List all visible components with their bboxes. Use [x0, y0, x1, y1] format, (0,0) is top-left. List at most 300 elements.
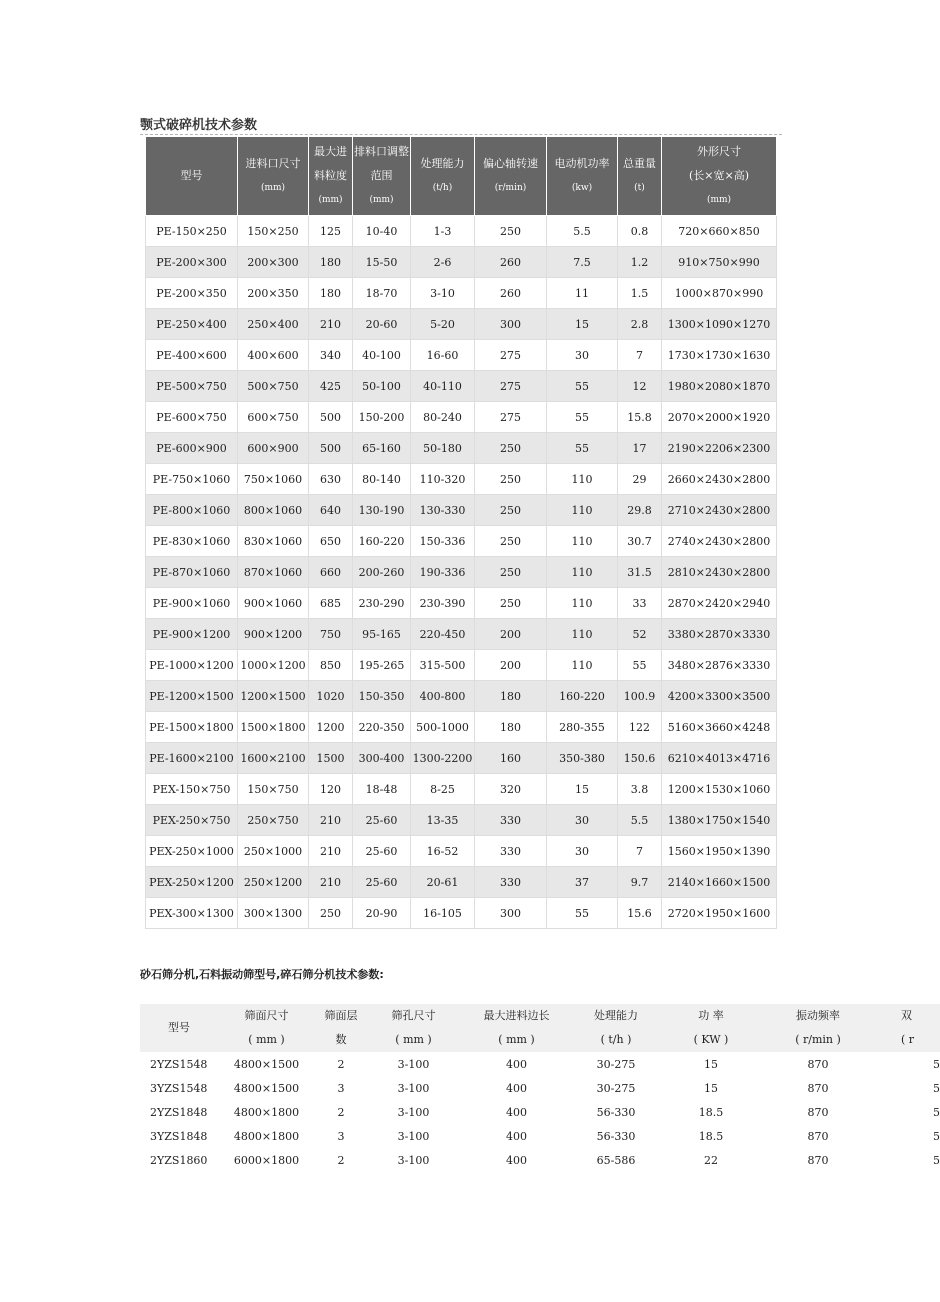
- table-cell: 200: [475, 619, 547, 650]
- table-cell: 29: [618, 464, 662, 495]
- table-cell: 400: [460, 1100, 573, 1124]
- table-cell: 5: [873, 1100, 940, 1124]
- table-cell: 300: [475, 898, 547, 929]
- table-cell: 250: [475, 588, 547, 619]
- jaw-table-row: [146, 371, 777, 402]
- table-cell: 110: [547, 557, 618, 588]
- jaw-header-max-feed: 最大进料粒度 (mm): [309, 137, 353, 216]
- table-cell: 15-50: [353, 247, 411, 278]
- table-cell: 275: [475, 371, 547, 402]
- table-cell: PE-200×350: [146, 278, 238, 309]
- table-cell: 31.5: [618, 557, 662, 588]
- table-cell: 600×750: [238, 402, 309, 433]
- table-cell: 2YZS1548: [140, 1052, 218, 1076]
- table-cell: 1730×1730×1630: [662, 340, 777, 371]
- table-cell: 2: [315, 1100, 367, 1124]
- table-cell: 30: [547, 805, 618, 836]
- screen-title: 砂石筛分机,石料振动筛型号,碎石筛分机技术参数:: [140, 968, 384, 981]
- jaw-table-row: [146, 464, 777, 495]
- table-cell: 900×1200: [238, 619, 309, 650]
- table-cell: 750×1060: [238, 464, 309, 495]
- table-cell: 16-60: [411, 340, 475, 371]
- table-cell: 750: [309, 619, 353, 650]
- table-cell: 56-330: [573, 1100, 659, 1124]
- jaw-table-row: [146, 557, 777, 588]
- jaw-header-row: [146, 137, 777, 216]
- table-cell: 3: [315, 1076, 367, 1100]
- table-cell: 200-260: [353, 557, 411, 588]
- table-cell: 180: [309, 247, 353, 278]
- table-cell: 150-200: [353, 402, 411, 433]
- jaw-table-row: [146, 619, 777, 650]
- table-cell: 5.5: [618, 805, 662, 836]
- table-cell: 55: [618, 650, 662, 681]
- screen-header-mesh-size: 筛孔尺寸 ( mm ): [367, 1004, 460, 1052]
- table-cell: 160: [475, 743, 547, 774]
- table-cell: 5-20: [411, 309, 475, 340]
- table-cell: PE-750×1060: [146, 464, 238, 495]
- screen-header-model: 型号: [140, 1004, 218, 1052]
- table-cell: 1020: [309, 681, 353, 712]
- table-cell: 25-60: [353, 805, 411, 836]
- screen-table-row: [140, 1076, 940, 1100]
- jaw-table-row: [146, 712, 777, 743]
- table-cell: 16-105: [411, 898, 475, 929]
- table-cell: 3: [315, 1124, 367, 1148]
- table-cell: 18-48: [353, 774, 411, 805]
- table-cell: 2: [315, 1052, 367, 1076]
- table-cell: 180: [475, 681, 547, 712]
- table-cell: 30: [547, 836, 618, 867]
- table-cell: 800×1060: [238, 495, 309, 526]
- table-cell: 50-100: [353, 371, 411, 402]
- table-cell: 6000×1800: [218, 1148, 315, 1172]
- jaw-header-model: 型号: [146, 137, 238, 216]
- table-cell: PE-870×1060: [146, 557, 238, 588]
- table-cell: PEX-250×1000: [146, 836, 238, 867]
- table-cell: 8-25: [411, 774, 475, 805]
- table-cell: 250×750: [238, 805, 309, 836]
- table-cell: 1300×1090×1270: [662, 309, 777, 340]
- table-cell: 15.6: [618, 898, 662, 929]
- jaw-table-row: [146, 805, 777, 836]
- table-cell: 110-320: [411, 464, 475, 495]
- table-cell: 250: [475, 433, 547, 464]
- screen-table-row: [140, 1100, 940, 1124]
- table-cell: 33: [618, 588, 662, 619]
- table-cell: 1500: [309, 743, 353, 774]
- table-cell: 3-100: [367, 1052, 460, 1076]
- table-cell: 870: [763, 1124, 873, 1148]
- table-cell: 200×350: [238, 278, 309, 309]
- table-cell: 80-240: [411, 402, 475, 433]
- table-cell: 685: [309, 588, 353, 619]
- table-cell: PEX-250×750: [146, 805, 238, 836]
- table-cell: 40-110: [411, 371, 475, 402]
- table-cell: 830×1060: [238, 526, 309, 557]
- jaw-crusher-title: 颚式破碎机技术参数: [140, 118, 258, 133]
- table-cell: 190-336: [411, 557, 475, 588]
- table-cell: 2710×2430×2800: [662, 495, 777, 526]
- table-cell: 7.5: [547, 247, 618, 278]
- table-cell: PE-900×1060: [146, 588, 238, 619]
- table-cell: 2YZS1860: [140, 1148, 218, 1172]
- table-cell: 660: [309, 557, 353, 588]
- screen-header-deck-layers: 筛面层 数: [315, 1004, 367, 1052]
- table-cell: 2140×1660×1500: [662, 867, 777, 898]
- table-cell: 400: [460, 1148, 573, 1172]
- table-cell: 1200×1530×1060: [662, 774, 777, 805]
- table-cell: PE-1500×1800: [146, 712, 238, 743]
- table-cell: PEX-150×750: [146, 774, 238, 805]
- jaw-table-row: [146, 433, 777, 464]
- table-cell: 110: [547, 650, 618, 681]
- table-cell: 1500×1800: [238, 712, 309, 743]
- table-cell: 1000×1200: [238, 650, 309, 681]
- screen-table-row: [140, 1124, 940, 1148]
- screen-header-max-feed: 最大进料边长 ( mm ): [460, 1004, 573, 1052]
- table-cell: 1980×2080×1870: [662, 371, 777, 402]
- jaw-table-row: [146, 278, 777, 309]
- table-cell: 5160×3660×4248: [662, 712, 777, 743]
- table-cell: 0.8: [618, 216, 662, 247]
- screen-header-power: 功 率 ( KW ): [659, 1004, 763, 1052]
- table-cell: 250: [475, 526, 547, 557]
- table-cell: PE-400×600: [146, 340, 238, 371]
- table-cell: 160-220: [547, 681, 618, 712]
- table-cell: 2-6: [411, 247, 475, 278]
- table-cell: 250: [309, 898, 353, 929]
- table-cell: 230-290: [353, 588, 411, 619]
- jaw-header-capacity: 处理能力 (t/h): [411, 137, 475, 216]
- table-cell: 870: [763, 1148, 873, 1172]
- table-cell: 30: [547, 340, 618, 371]
- table-cell: 5: [873, 1148, 940, 1172]
- jaw-header-feed-size: 进料口尺寸 (mm): [238, 137, 309, 216]
- table-cell: PE-600×900: [146, 433, 238, 464]
- table-cell: 3-100: [367, 1124, 460, 1148]
- table-cell: 2190×2206×2300: [662, 433, 777, 464]
- table-cell: 95-165: [353, 619, 411, 650]
- table-cell: 630: [309, 464, 353, 495]
- table-cell: PE-1200×1500: [146, 681, 238, 712]
- table-cell: 400-800: [411, 681, 475, 712]
- table-cell: 9.7: [618, 867, 662, 898]
- jaw-table-row: [146, 526, 777, 557]
- table-cell: 870: [763, 1100, 873, 1124]
- table-cell: 900×1060: [238, 588, 309, 619]
- table-cell: 300×1300: [238, 898, 309, 929]
- table-cell: 100.9: [618, 681, 662, 712]
- table-cell: 250×1200: [238, 867, 309, 898]
- table-cell: 250: [475, 464, 547, 495]
- table-cell: 65-586: [573, 1148, 659, 1172]
- table-cell: 330: [475, 805, 547, 836]
- jaw-header-discharge-range: 排料口调整范围 (mm): [353, 137, 411, 216]
- table-cell: 110: [547, 464, 618, 495]
- jaw-table-row: [146, 309, 777, 340]
- table-cell: PEX-300×1300: [146, 898, 238, 929]
- table-cell: 125: [309, 216, 353, 247]
- table-cell: 40-100: [353, 340, 411, 371]
- jaw-crusher-table: [145, 136, 777, 929]
- table-cell: 210: [309, 836, 353, 867]
- table-cell: 260: [475, 247, 547, 278]
- table-cell: 56-330: [573, 1124, 659, 1148]
- table-cell: 1600×2100: [238, 743, 309, 774]
- table-cell: 4800×1500: [218, 1076, 315, 1100]
- jaw-table-row: [146, 681, 777, 712]
- jaw-table-row: [146, 588, 777, 619]
- table-cell: 150-350: [353, 681, 411, 712]
- table-cell: 870×1060: [238, 557, 309, 588]
- table-cell: 55: [547, 402, 618, 433]
- jaw-header-weight: 总重量 (t): [618, 137, 662, 216]
- table-cell: 110: [547, 588, 618, 619]
- table-cell: 150.6: [618, 743, 662, 774]
- table-cell: PE-200×300: [146, 247, 238, 278]
- table-cell: 195-265: [353, 650, 411, 681]
- table-cell: 15: [547, 309, 618, 340]
- title-divider: [140, 134, 782, 135]
- table-cell: 20-90: [353, 898, 411, 929]
- table-cell: 1.5: [618, 278, 662, 309]
- table-cell: 650: [309, 526, 353, 557]
- table-cell: 3-100: [367, 1148, 460, 1172]
- table-cell: 150×750: [238, 774, 309, 805]
- table-cell: 3YZS1848: [140, 1124, 218, 1148]
- table-cell: 220-350: [353, 712, 411, 743]
- table-cell: 2YZS1848: [140, 1100, 218, 1124]
- table-cell: PE-1000×1200: [146, 650, 238, 681]
- jaw-table-row: [146, 247, 777, 278]
- jaw-header-motor-power: 电动机功率 (kw): [547, 137, 618, 216]
- table-cell: 275: [475, 402, 547, 433]
- jaw-table-row: [146, 836, 777, 867]
- table-cell: 29.8: [618, 495, 662, 526]
- table-cell: 3480×2876×3330: [662, 650, 777, 681]
- table-cell: 160-220: [353, 526, 411, 557]
- jaw-table-row: [146, 867, 777, 898]
- screen-table-row: [140, 1052, 940, 1076]
- table-cell: 1560×1950×1390: [662, 836, 777, 867]
- table-cell: 500: [309, 433, 353, 464]
- table-cell: 5.5: [547, 216, 618, 247]
- table-cell: 210: [309, 805, 353, 836]
- jaw-table-row: [146, 216, 777, 247]
- screen-header-double-amplitude: 双 ( r: [873, 1004, 940, 1052]
- table-cell: 130-190: [353, 495, 411, 526]
- table-cell: PE-800×1060: [146, 495, 238, 526]
- table-cell: 55: [547, 371, 618, 402]
- table-cell: 230-390: [411, 588, 475, 619]
- table-cell: 2: [315, 1148, 367, 1172]
- table-cell: 350-380: [547, 743, 618, 774]
- table-cell: 330: [475, 836, 547, 867]
- table-cell: 315-500: [411, 650, 475, 681]
- screen-header-capacity: 处理能力 ( t/h ): [573, 1004, 659, 1052]
- table-cell: 250: [475, 216, 547, 247]
- table-cell: 4800×1800: [218, 1100, 315, 1124]
- table-cell: 130-330: [411, 495, 475, 526]
- table-cell: 2720×1950×1600: [662, 898, 777, 929]
- screen-header-deck-size: 筛面尺寸 ( mm ): [218, 1004, 315, 1052]
- table-cell: 10-40: [353, 216, 411, 247]
- table-cell: 52: [618, 619, 662, 650]
- table-cell: 180: [475, 712, 547, 743]
- table-cell: 870: [763, 1052, 873, 1076]
- table-cell: 850: [309, 650, 353, 681]
- table-cell: 210: [309, 867, 353, 898]
- table-cell: 220-450: [411, 619, 475, 650]
- table-cell: PEX-250×1200: [146, 867, 238, 898]
- table-cell: 13-35: [411, 805, 475, 836]
- table-cell: 3-100: [367, 1100, 460, 1124]
- table-cell: 18.5: [659, 1100, 763, 1124]
- table-cell: 260: [475, 278, 547, 309]
- table-cell: 720×660×850: [662, 216, 777, 247]
- table-cell: PE-1600×2100: [146, 743, 238, 774]
- jaw-table-row: [146, 898, 777, 929]
- table-cell: 4800×1500: [218, 1052, 315, 1076]
- table-cell: 20-61: [411, 867, 475, 898]
- table-cell: 425: [309, 371, 353, 402]
- table-cell: PE-600×750: [146, 402, 238, 433]
- table-cell: 6210×4013×4716: [662, 743, 777, 774]
- table-cell: PE-500×750: [146, 371, 238, 402]
- table-cell: 275: [475, 340, 547, 371]
- table-cell: 340: [309, 340, 353, 371]
- screen-table-row: [140, 1148, 940, 1172]
- table-cell: 1.2: [618, 247, 662, 278]
- table-cell: 110: [547, 495, 618, 526]
- table-cell: 16-52: [411, 836, 475, 867]
- table-cell: 2870×2420×2940: [662, 588, 777, 619]
- table-cell: 17: [618, 433, 662, 464]
- jaw-table-row: [146, 774, 777, 805]
- screen-header-row: [140, 1004, 940, 1052]
- screen-header-frequency: 振动频率 ( r/min ): [763, 1004, 873, 1052]
- table-cell: 2810×2430×2800: [662, 557, 777, 588]
- table-cell: 22: [659, 1148, 763, 1172]
- jaw-table-row: [146, 743, 777, 774]
- table-cell: 640: [309, 495, 353, 526]
- table-cell: PE-150×250: [146, 216, 238, 247]
- table-cell: 55: [547, 898, 618, 929]
- table-cell: 250×400: [238, 309, 309, 340]
- table-cell: 500×750: [238, 371, 309, 402]
- table-cell: 5: [873, 1076, 940, 1100]
- table-cell: 120: [309, 774, 353, 805]
- table-cell: 3-10: [411, 278, 475, 309]
- table-cell: 7: [618, 340, 662, 371]
- table-cell: PE-250×400: [146, 309, 238, 340]
- table-cell: 200: [475, 650, 547, 681]
- table-cell: 400: [460, 1124, 573, 1148]
- table-cell: 2.8: [618, 309, 662, 340]
- table-cell: PE-900×1200: [146, 619, 238, 650]
- table-cell: 280-355: [547, 712, 618, 743]
- table-cell: 300: [475, 309, 547, 340]
- table-cell: 180: [309, 278, 353, 309]
- table-cell: 20-60: [353, 309, 411, 340]
- table-cell: 11: [547, 278, 618, 309]
- table-cell: 3.8: [618, 774, 662, 805]
- table-cell: 18-70: [353, 278, 411, 309]
- table-cell: 4800×1800: [218, 1124, 315, 1148]
- table-cell: 210: [309, 309, 353, 340]
- table-cell: 110: [547, 526, 618, 557]
- table-cell: 3-100: [367, 1076, 460, 1100]
- table-cell: 7: [618, 836, 662, 867]
- table-cell: 15: [547, 774, 618, 805]
- table-cell: 150×250: [238, 216, 309, 247]
- table-cell: 18.5: [659, 1124, 763, 1148]
- table-cell: 30-275: [573, 1076, 659, 1100]
- table-cell: 5: [873, 1124, 940, 1148]
- table-cell: 5: [873, 1052, 940, 1076]
- table-cell: 3YZS1548: [140, 1076, 218, 1100]
- table-cell: 250×1000: [238, 836, 309, 867]
- table-cell: 50-180: [411, 433, 475, 464]
- table-cell: 400: [460, 1052, 573, 1076]
- table-cell: 320: [475, 774, 547, 805]
- table-cell: 37: [547, 867, 618, 898]
- table-cell: 15: [659, 1052, 763, 1076]
- table-cell: 65-160: [353, 433, 411, 464]
- table-cell: 300-400: [353, 743, 411, 774]
- jaw-header-shaft-speed: 偏心轴转速 (r/min): [475, 137, 547, 216]
- table-cell: 25-60: [353, 867, 411, 898]
- table-cell: 400: [460, 1076, 573, 1100]
- table-cell: 150-336: [411, 526, 475, 557]
- table-cell: 12: [618, 371, 662, 402]
- table-cell: 2740×2430×2800: [662, 526, 777, 557]
- table-cell: 400×600: [238, 340, 309, 371]
- screen-table: [140, 1004, 940, 1172]
- table-cell: 55: [547, 433, 618, 464]
- table-cell: 1200: [309, 712, 353, 743]
- table-cell: 250: [475, 557, 547, 588]
- table-cell: 15.8: [618, 402, 662, 433]
- table-cell: 1000×870×990: [662, 278, 777, 309]
- table-cell: 30.7: [618, 526, 662, 557]
- table-cell: 30-275: [573, 1052, 659, 1076]
- table-cell: 80-140: [353, 464, 411, 495]
- table-cell: 1300-2200: [411, 743, 475, 774]
- table-cell: 1-3: [411, 216, 475, 247]
- table-cell: 2070×2000×1920: [662, 402, 777, 433]
- table-cell: 3380×2870×3330: [662, 619, 777, 650]
- table-cell: 1380×1750×1540: [662, 805, 777, 836]
- table-cell: 122: [618, 712, 662, 743]
- table-cell: 250: [475, 495, 547, 526]
- table-cell: 330: [475, 867, 547, 898]
- table-cell: 4200×3300×3500: [662, 681, 777, 712]
- table-cell: 870: [763, 1076, 873, 1100]
- jaw-header-dimensions: 外形尺寸 (长×宽×高) (mm): [662, 137, 777, 216]
- table-cell: 2660×2430×2800: [662, 464, 777, 495]
- jaw-table-row: [146, 340, 777, 371]
- table-cell: 110: [547, 619, 618, 650]
- table-cell: 15: [659, 1076, 763, 1100]
- table-cell: 500-1000: [411, 712, 475, 743]
- table-cell: 200×300: [238, 247, 309, 278]
- table-cell: 600×900: [238, 433, 309, 464]
- table-cell: 1200×1500: [238, 681, 309, 712]
- table-cell: 910×750×990: [662, 247, 777, 278]
- table-cell: PE-830×1060: [146, 526, 238, 557]
